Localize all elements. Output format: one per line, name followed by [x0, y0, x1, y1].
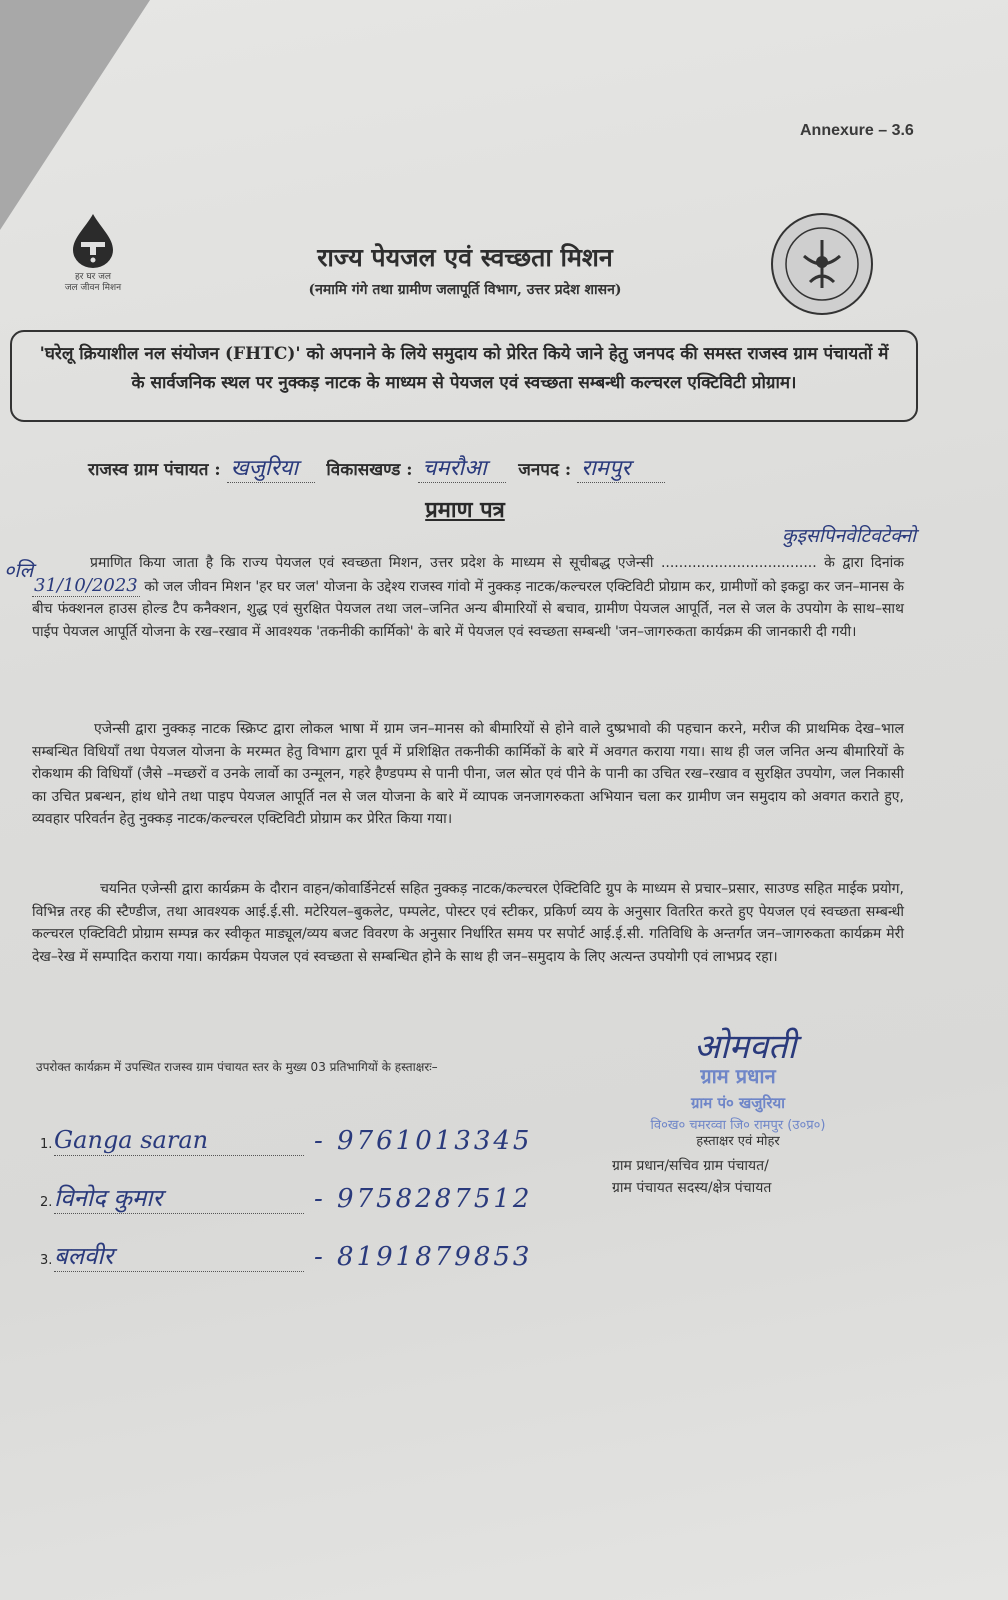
participants-list: [40, 1108, 600, 1282]
roles-line-2: ग्राम पंचायत सदस्य/क्षेत्र पंचायत: [612, 1180, 772, 1196]
participant-row: [40, 1166, 600, 1224]
logo-text-line2: जल जीवन मिशन: [64, 283, 122, 293]
sign-and-seal-label: हस्ताक्षर एवं मोहर: [696, 1134, 780, 1149]
participant-row: [40, 1108, 600, 1166]
participant-phone: - 9758287512: [314, 1184, 533, 1214]
participant-name: विनोद कुमार: [54, 1183, 304, 1214]
block-label: विकासखण्ड :: [326, 460, 413, 480]
folded-corner-shadow: [0, 0, 150, 230]
block-value: चमरौआ: [418, 452, 506, 483]
annexure-label: Annexure – 3.6: [800, 122, 914, 139]
location-line: [88, 452, 918, 483]
panchayat-label: राजस्व ग्राम पंचायत :: [88, 460, 221, 480]
program-date: 31/10/2023: [34, 574, 138, 596]
stamp-line-2: ग्राम पं० खजुरिया: [690, 1094, 786, 1112]
paragraph-1-part-b: के द्वारा दिनांक: [824, 555, 904, 571]
program-banner: 'घरेलू क्रियाशील नल संयोजन (FHTC)' को अपनाने के लिये समुदाय को प्रेरित किये जाने हेतु जनपद की समस्त राजस्व ग्राम पंचायतों में के सार्वजनिक स्थल पर नुक्कड़ नाटक के माध्यम से पेयजल एवं स्वच्छता सम्बन्धी कल्चरल एक्टिविटी प्रोग्राम।: [10, 330, 918, 422]
stamp-line-1: ग्राम प्रधान: [700, 1064, 776, 1088]
paragraph-1: [32, 552, 904, 643]
logo-text-line1: हर घर जल: [75, 272, 111, 282]
participant-number: 1.: [40, 1137, 53, 1152]
participant-name: बलवीर: [54, 1241, 304, 1272]
mission-title: राज्य पेयजल एवं स्वच्छता मिशन: [317, 243, 613, 272]
pradhan-signature-block: [608, 1022, 868, 1199]
participant-number: 2.: [40, 1195, 53, 1210]
agency-name: कुइसपिनवेटिवटेक्नो: [782, 525, 917, 547]
participant-row: [40, 1224, 600, 1282]
paragraph-1-part-c: को जल जीवन मिशन 'हर घर जल' योजना के उद्देश्य राजस्व गांवो में नुक्कड़ नाटक/कल्चरल एक्टिविटी प्रोग्राम कर, ग्रामीणों को इकट्ठा कर जन–मानस के बीच फंक्शनल हाउस होल्ड टैप कनैक्शन, शुद्ध एवं सुरक्षित पेयजल तथा जल–जनित अन्य बीमारियों से बचाव, ग्रामीण पेयजल आपूर्ति, नल से जल के उपयोग के साथ–साथ पाईप पेयजल आपूर्ति योजना के रख–रखाव में आवश्यक 'तकनीकी कार्मिको' के बारे में पेयजल एवं स्वच्छता सम्बन्धी 'जन–जागरुकता कार्यक्रम की जानकारी दी गयी।: [32, 578, 904, 640]
roles-line-1: ग्राम प्रधान/सचिव ग्राम पंचायत/: [612, 1158, 769, 1174]
paragraph-2: एजेन्सी द्वारा नुक्कड़ नाटक स्क्रिप्ट द्वारा लोकल भाषा में ग्राम जन–मानस को बीमारियों से होने वाले दुष्प्रभावो की पहचान करने, मरीज की प्राथमिक देख–भाल सम्बन्धित विधियाँ तथा पेयजल योजना के मरम्मत हेतु विभाग द्वारा पूर्व में प्रशिक्षित तकनीकी कार्मिकों के बारे में अवगत कराया गया। साथ ही जल जनित अन्य बीमारियों के रोकथाम की विधियाँ (जैसे –मच्छरों व उनके लार्वो का उन्मूलन, गहरे हैण्डपम्प से पानी पीना, जल स्रोत एवं पीने के पानी का उचित रख–रखाव व सुरक्षित उपयोग, जल निकासी का उचित प्रबन्धन, हांथ धोने तथा पाइप पेयजल आपूर्ति नल से जल योजना के बारे में व्यापक जनजागरुकता अभियान चला कर ग्रामीण जन समुदाय को अवगत कराते हुए, व्यवहार परिवर्तन हेतु नुक्कड़ नाटक/कल्चरल एक्टिविटी प्रोग्राम कर प्रेरित किया गया।: [32, 721, 904, 827]
participant-phone: - 9761013345: [314, 1126, 533, 1156]
district-value: रामपुर: [577, 452, 665, 483]
margin-note: ०लि: [4, 558, 34, 582]
participant-phone: - 8191879853: [314, 1242, 533, 1272]
signatory-roles: [612, 1155, 868, 1199]
paragraph-3: चयनित एजेन्सी द्वारा कार्यक्रम के दौरान वाहन/कोवार्डिनेटर्स सहित नुक्कड़ नाटक/कल्चरल ऐक्टिविटि ग्रुप के माध्यम से प्रचार–प्रसार, साउण्ड सहित माईक प्रयोग, विभिन्न तरह की स्टैण्डीज, तथा आवश्यक आई.ई.सी. मटेरियल–बुकलेट, पम्पलेट, पोस्टर एवं स्टीकर, प्रकिर्ण व्यय के अनुसार वितरित करते हुए पेयजल एवं स्वच्छता सम्बन्धी कल्चरल एक्टिविटी प्रोग्राम सम्पन्न कर स्वीकृत माड्यूल/व्यय बजट विवरण के अनुसार निर्धारित समय पर सपोर्ट आई.ई.सी. गतिविधि के अन्तर्गत जन–जागरुकता कार्यक्रम मेरी देख–रेख में सम्पादित कराया गया। कार्यक्रम पेयजल एवं स्वच्छता से सम्बन्धित होने के साथ ही जन–समुदाय के लिए अत्यन्त उपयोगी एवं लाभप्रद रहा।: [32, 881, 904, 965]
mission-subtitle: (नमामि गंगे तथा ग्रामीण जलापूर्ति विभाग, उत्तर प्रदेश शासन): [308, 282, 622, 298]
pradhan-signature: ओमवती: [694, 1027, 797, 1067]
district-label: जनपद :: [518, 460, 572, 480]
paragraph-1-part-a: प्रमाणित किया जाता है कि राज्य पेयजल एवं स्वच्छता मिशन, उत्तर प्रदेश के माध्यम से सूचीबद्ध एजेन्सी ...................................: [90, 555, 817, 571]
stamp-line-3: वि०ख० चमरव्वा जि० रामपुर (उ०प्र०): [650, 1118, 826, 1133]
pradhan-stamp: [608, 1062, 868, 1133]
certificate-title: प्रमाण पत्र: [425, 497, 505, 523]
participant-name: Ganga saran: [54, 1125, 304, 1156]
participant-number: 3.: [40, 1253, 53, 1268]
panchayat-value: खजुरिया: [227, 452, 315, 483]
participants-intro: उपरोक्त कार्यक्रम में उपस्थित राजस्व ग्राम पंचायत स्तर के मुख्य 03 प्रतिभागियों के हस्ताक्षरः–: [36, 1060, 438, 1074]
